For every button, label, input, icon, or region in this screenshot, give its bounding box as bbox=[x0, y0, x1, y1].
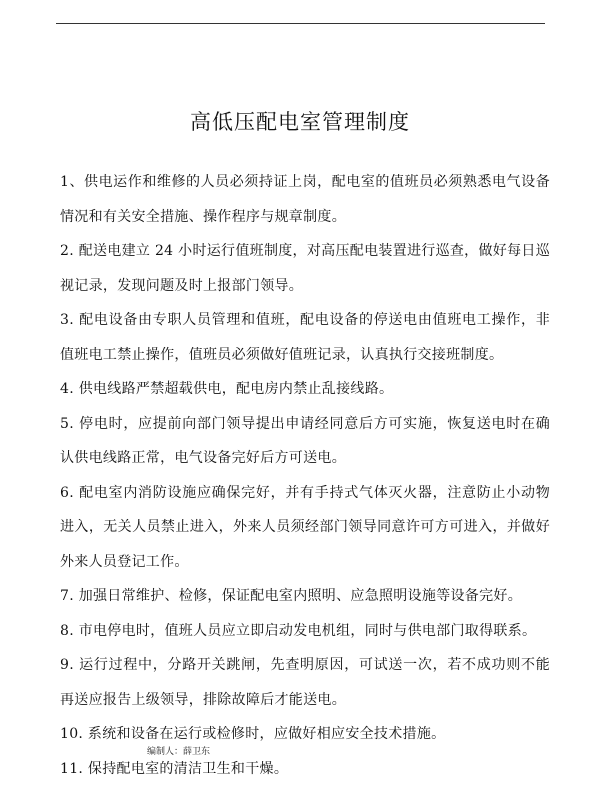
paragraph-2: 2. 配送电建立 24 小时运行值班制度，对高压配电装置进行巡查，做好每日巡视记录，发现问题及时上报部门领导。 bbox=[60, 234, 550, 303]
paragraph-7: 7. 加强日常维护、检修，保证配电室内照明、应急照明设施等设备完好。 bbox=[60, 579, 550, 614]
document-footer: 编制人：薛卫东 bbox=[147, 744, 210, 757]
document-title: 高低压配电室管理制度 bbox=[0, 106, 600, 136]
paragraph-1: 1、供电运作和维修的人员必须持证上岗，配电室的值班员必须熟悉电气设备情况和有关安全措施、操作程序与规章制度。 bbox=[60, 165, 550, 234]
paragraph-11: 11. 保持配电室的清洁卫生和干燥。 bbox=[60, 752, 550, 786]
header-rule bbox=[56, 23, 545, 24]
paragraph-5: 5. 停电时，应提前向部门领导提出申请经同意后方可实施，恢复送电时在确认供电线路正常，电气设备完好后方可送电。 bbox=[60, 407, 550, 476]
document-body bbox=[60, 165, 550, 786]
paragraph-6: 6. 配电室内消防设施应确保完好，并有手持式气体灭火器，注意防止小动物进入，无关人员禁止进入，外来人员须经部门领导同意许可方可进入，并做好外来人员登记工作。 bbox=[60, 476, 550, 580]
paragraph-3: 3. 配电设备由专职人员管理和值班，配电设备的停送电由值班电工操作，非值班电工禁止操作，值班员必须做好值班记录，认真执行交接班制度。 bbox=[60, 303, 550, 372]
paragraph-4: 4. 供电线路严禁超载供电，配电房内禁止乱接线路。 bbox=[60, 372, 550, 407]
paragraph-9: 9. 运行过程中，分路开关跳闸，先查明原因，可试送一次，若不成功则不能再送应报告上级领导，排除故障后才能送电。 bbox=[60, 648, 550, 717]
paragraph-8: 8. 市电停电时，值班人员应立即启动发电机组，同时与供电部门取得联系。 bbox=[60, 614, 550, 649]
paragraph-10: 10. 系统和设备在运行或检修时，应做好相应安全技术措施。 bbox=[60, 717, 550, 752]
